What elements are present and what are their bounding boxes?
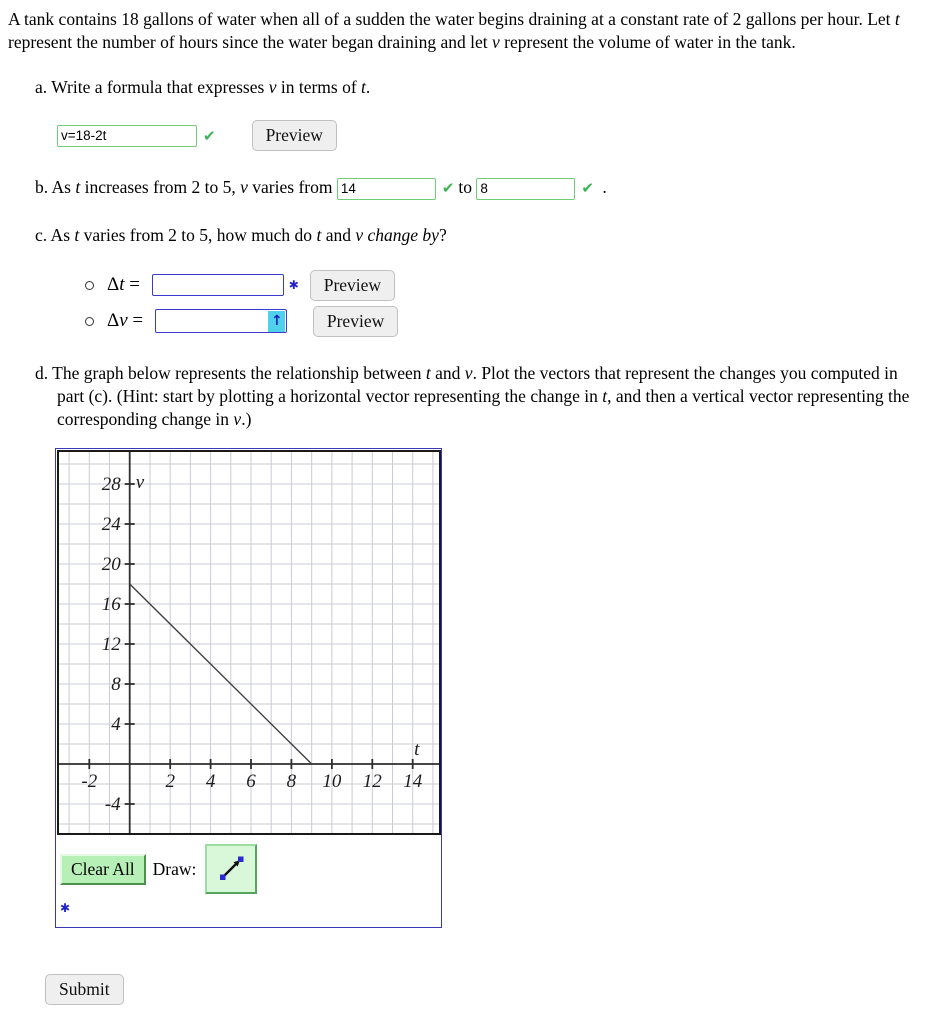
graph-canvas[interactable] [59, 452, 439, 833]
part-c-prompt: c. As t varies from 2 to 5, how much do t and v change by? [35, 225, 447, 246]
graph-controls [60, 844, 441, 894]
delta-v-input[interactable] [155, 309, 287, 333]
graph-frame [57, 450, 441, 835]
delta-v-input-wrap [155, 309, 287, 333]
to-text: to [458, 177, 473, 197]
svg-text:14: 14 [403, 771, 423, 793]
svg-text:12: 12 [101, 634, 121, 656]
part-d-prompt: d. The graph below represents the relationship between t and v. Plot the vectors that represent the changes you computed in part (c). (Hint: start by plotting a horizontal vector representing the change in t, and then a vertical vector representing the corresponding change in v.) [35, 363, 910, 430]
svg-text:4: 4 [205, 771, 216, 793]
part-a-preview-button[interactable]: Preview [252, 120, 337, 151]
svg-text:v: v [135, 472, 145, 494]
draw-label: Draw: [152, 858, 197, 879]
part-b-line [8, 176, 925, 200]
svg-text:4: 4 [111, 714, 121, 736]
correct-check-icon: ✔ [441, 179, 455, 198]
graph-status-row [60, 899, 441, 915]
svg-text:12: 12 [362, 771, 382, 793]
submit-row [45, 974, 925, 1005]
delta-t-row [85, 270, 925, 300]
delta-v-row [85, 306, 925, 336]
svg-text:-4: -4 [104, 794, 121, 816]
svg-text:8: 8 [286, 771, 297, 793]
clear-all-button[interactable]: Clear All [60, 854, 146, 885]
problem-statement: A tank contains 18 gallons of water when all of a sudden the water begins draining at a constant rate of 2 gallons per hour. Let t represent the number of hours since the water began draining and let v represent the volume of water in the tank. [8, 9, 900, 52]
part-b-from-input[interactable] [337, 178, 436, 200]
part-a-answer-row [57, 120, 925, 151]
correct-check-icon: ✔ [581, 179, 594, 198]
vector-draw-tool-button[interactable] [205, 844, 257, 894]
svg-text:8: 8 [111, 674, 121, 696]
part-b-to-input[interactable] [476, 178, 575, 200]
svg-text:20: 20 [101, 554, 121, 576]
delta-t-input[interactable] [152, 274, 284, 296]
submit-button[interactable]: Submit [45, 974, 124, 1005]
equation-editor-arrow-button[interactable]: ↑ [268, 311, 285, 332]
bullet-circle-icon [85, 317, 94, 326]
delta-v-preview-button[interactable]: Preview [313, 306, 398, 337]
delta-t-label: Δt = [107, 274, 145, 296]
incorrect-asterisk-icon: ✱ [288, 278, 299, 293]
delta-v-label: Δv = [107, 310, 148, 332]
part-a-prompt: a. Write a formula that expresses v in terms of t. [35, 77, 371, 97]
svg-text:6: 6 [246, 771, 256, 793]
svg-text:28: 28 [101, 474, 121, 496]
correct-check-icon: ✔ [203, 126, 216, 145]
bullet-circle-icon [85, 281, 94, 290]
svg-text:16: 16 [101, 594, 121, 616]
period-text: . [602, 177, 607, 197]
svg-text:2: 2 [165, 771, 175, 793]
svg-text:-2: -2 [81, 771, 98, 793]
svg-text:10: 10 [322, 771, 342, 793]
svg-text:t: t [414, 739, 420, 761]
graph-widget-container [55, 448, 442, 928]
part-a-answer-input[interactable] [57, 125, 197, 147]
svg-text:24: 24 [101, 514, 121, 536]
part-b-prompt: b. As t increases from 2 to 5, v varies from [35, 177, 337, 197]
incorrect-asterisk-icon: ✱ [60, 901, 71, 916]
delta-t-preview-button[interactable]: Preview [310, 270, 395, 301]
vector-arrow-icon [214, 852, 248, 886]
